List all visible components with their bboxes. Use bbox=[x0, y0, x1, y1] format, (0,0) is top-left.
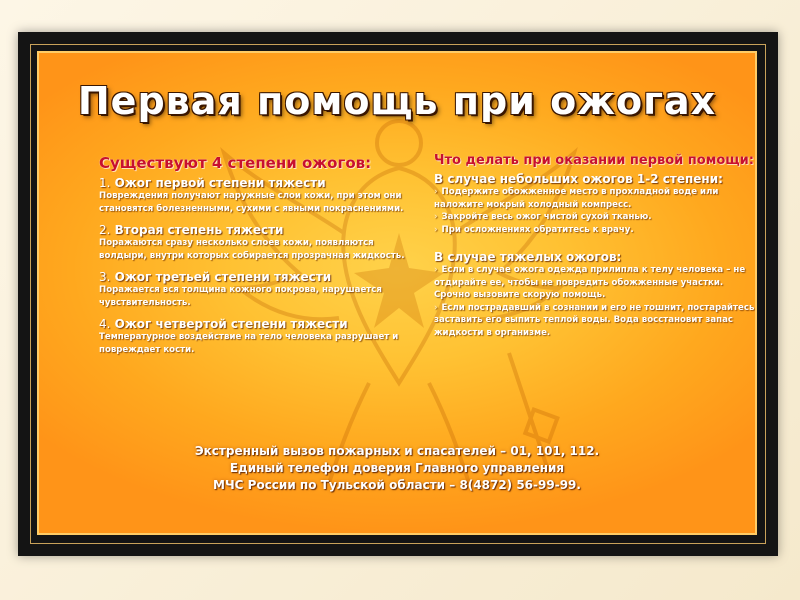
burn-degrees-section bbox=[99, 154, 409, 364]
degrees-heading: Существуют 4 степени ожогов: bbox=[99, 154, 372, 172]
degree-item bbox=[99, 176, 409, 215]
degree-description: Поражается вся толщина кожного покрова, нарушается чувствительность. bbox=[99, 285, 382, 308]
degree-number: 3. bbox=[99, 270, 111, 284]
degree-number: 1. bbox=[99, 176, 111, 190]
bullet-icon: › bbox=[434, 302, 438, 313]
degree-description: Поражаются сразу несколько слоев кожи, появляются волдыри, внутри которых собирается прозрачная жидкость. bbox=[99, 238, 405, 261]
degree-number: 2. bbox=[99, 223, 111, 237]
degree-item bbox=[99, 223, 409, 262]
bullet-icon: › bbox=[434, 224, 438, 235]
list-item: › Закройте весь ожог чистой сухой тканью. bbox=[434, 212, 652, 222]
poster bbox=[37, 51, 757, 535]
bullet-icon: › bbox=[434, 212, 438, 222]
degree-description: Повреждения получают наружные слои кожи, при этом они становятся болезненными, сухими с явными покраснениями. bbox=[99, 191, 404, 214]
degree-item bbox=[99, 317, 409, 356]
emergency-line: Экстренный вызов пожарных и спасателей – 01, 101, 112. bbox=[194, 444, 600, 458]
emergency-contacts bbox=[39, 443, 755, 494]
list-item: › При осложнениях обратитесь к врачу. bbox=[434, 224, 634, 235]
degree-title: Ожог первой степени тяжести bbox=[114, 176, 326, 190]
hotline-line: Единый телефон доверия Главного управления bbox=[229, 461, 565, 475]
first-aid-section bbox=[434, 153, 757, 339]
bullet-icon: › bbox=[434, 265, 438, 275]
list-item: › Если в случае ожога одежда прилипла к телу человека – не отдирайте ее, чтобы не повредить обожженные участки. Срочно вызовите скорую помощь. bbox=[434, 265, 746, 300]
degree-description: Температурное воздействие на тело человека разрушает и повреждает кости. bbox=[99, 332, 399, 355]
degree-number: 4. bbox=[99, 317, 111, 331]
degree-title: Вторая степень тяжести bbox=[114, 223, 284, 237]
list-item: › Подержите обожженное место в прохладной воде или наложите мокрый холодный компресс. bbox=[434, 187, 719, 210]
degree-item bbox=[99, 270, 409, 309]
hotline-number-line: МЧС России по Тульской области – 8(4872) 56-99-99. bbox=[213, 478, 581, 492]
degree-title: Ожог третьей степени тяжести bbox=[114, 270, 332, 284]
severe-burns-title: В случае тяжелых ожогов: bbox=[434, 250, 622, 264]
first-aid-heading: Что делать при оказании первой помощи: bbox=[434, 153, 754, 168]
bullet-icon: › bbox=[434, 187, 438, 197]
list-item: › Если пострадавший в сознании и его не тошнит, постарайтесь заставить его выпить теплой воды. Вода восстановит запас жидкости в организме. bbox=[434, 302, 755, 338]
poster-title: Первая помощь при ожогах bbox=[77, 79, 717, 123]
degree-title: Ожог четвертой степени тяжести bbox=[114, 317, 348, 331]
mild-burns-title: В случае небольших ожогов 1-2 степени: bbox=[434, 172, 723, 186]
